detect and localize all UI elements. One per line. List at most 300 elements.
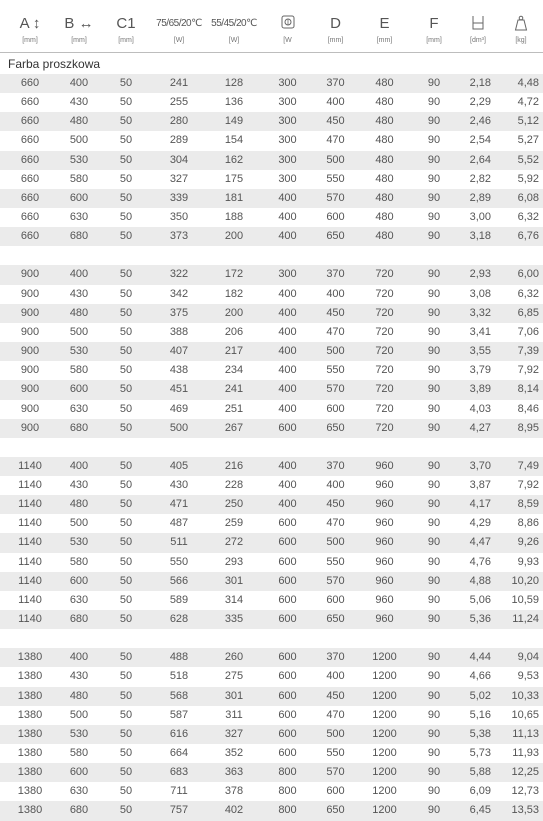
cell-b: 680	[69, 804, 89, 817]
row-group	[0, 648, 543, 820]
cell-power-55: 200	[224, 230, 244, 243]
column-header-c1	[98, 0, 154, 52]
cell-d: 400	[326, 478, 345, 491]
cell-d: 370	[326, 268, 345, 281]
cell-f: 90	[427, 115, 441, 128]
cell-power-75: 518	[169, 670, 189, 683]
table-row	[0, 514, 543, 533]
cell-e: 1200	[372, 785, 397, 798]
cell-weight: 6,32	[517, 211, 539, 224]
table-row	[0, 400, 543, 419]
cell-b: 430	[69, 287, 89, 300]
cell-b: 580	[69, 172, 89, 185]
cell-c1: 50	[119, 708, 133, 721]
cell-electric: 400	[278, 383, 297, 396]
cell-power-75: 566	[169, 574, 189, 587]
cell-electric: 300	[278, 153, 297, 166]
cell-power-75: 664	[169, 747, 189, 759]
cell-d: 570	[326, 574, 345, 587]
cell-d: 400	[326, 287, 345, 300]
cell-f: 90	[427, 230, 441, 243]
column-header-b	[60, 0, 98, 52]
cell-c1: 50	[119, 77, 133, 89]
cell-d: 370	[326, 651, 345, 664]
cell-capacity: 3,89	[469, 383, 491, 396]
table-row	[0, 667, 543, 686]
cell-e: 720	[375, 402, 394, 415]
cell-electric: 600	[278, 593, 297, 606]
cell-power-55: 272	[224, 536, 244, 549]
cell-e: 480	[375, 191, 394, 204]
cell-power-55: 301	[224, 689, 244, 702]
cell-e: 720	[375, 325, 394, 338]
cell-c1: 50	[119, 785, 133, 798]
header-electric-unit: [W	[283, 37, 292, 44]
cell-electric: 600	[278, 727, 297, 740]
table-row	[0, 572, 543, 591]
cell-a: 1380	[17, 785, 43, 798]
cell-electric: 600	[278, 536, 297, 549]
cell-e: 1200	[372, 651, 397, 664]
cell-weight: 8,14	[517, 383, 539, 396]
cell-f: 90	[427, 708, 441, 721]
cell-b: 580	[69, 747, 89, 759]
cell-power-75: 339	[169, 191, 189, 204]
table-row	[0, 648, 543, 667]
cell-e: 1200	[372, 766, 397, 779]
table-row	[0, 361, 543, 380]
cell-capacity: 2,93	[469, 268, 491, 281]
cell-weight: 10,33	[511, 689, 539, 702]
cell-power-55: 259	[224, 517, 244, 530]
cell-c1: 50	[119, 211, 133, 224]
cell-capacity: 3,18	[469, 230, 491, 243]
cell-electric: 400	[278, 306, 297, 319]
cell-a: 1140	[18, 517, 42, 530]
cell-power-55: 314	[224, 593, 244, 606]
cell-f: 90	[427, 689, 441, 702]
cell-electric: 400	[278, 402, 297, 415]
cell-f: 90	[427, 593, 441, 606]
cell-power-75: 628	[169, 613, 189, 626]
cell-power-75: 350	[169, 211, 189, 224]
table-row	[0, 285, 543, 304]
cell-power-75: 407	[169, 345, 189, 358]
cell-weight: 7,06	[517, 325, 539, 338]
cell-d: 550	[326, 747, 345, 759]
cell-b: 430	[69, 670, 89, 683]
cell-d: 600	[326, 593, 345, 606]
cell-e: 720	[375, 287, 394, 300]
cell-weight: 6,32	[517, 287, 539, 300]
cell-electric: 300	[278, 77, 297, 89]
cell-d: 600	[326, 785, 345, 798]
cell-f: 90	[427, 670, 441, 683]
cell-weight: 9,26	[517, 536, 539, 549]
header-f-label: F	[429, 15, 439, 32]
cell-weight: 6,85	[517, 306, 539, 319]
header-d-unit: [mm]	[327, 37, 344, 44]
cell-c1: 50	[119, 651, 133, 664]
column-header-a	[0, 0, 60, 52]
cell-f: 90	[427, 96, 441, 109]
cell-b: 580	[69, 364, 89, 377]
cell-b: 430	[69, 96, 89, 109]
cell-c1: 50	[119, 230, 133, 243]
cell-weight: 11,13	[512, 727, 539, 740]
table-row	[0, 419, 543, 438]
cell-e: 480	[375, 77, 394, 89]
table-row	[0, 74, 543, 93]
cell-e: 720	[375, 364, 394, 377]
cell-b: 680	[69, 230, 89, 243]
header-e-label: E	[379, 15, 390, 32]
cell-a: 660	[20, 115, 40, 128]
cell-power-55: 136	[224, 96, 244, 109]
cell-e: 960	[375, 517, 394, 530]
cell-b: 530	[69, 727, 89, 740]
table-row	[0, 782, 543, 801]
cell-a: 1380	[17, 670, 43, 683]
cell-power-55: 402	[224, 804, 244, 817]
cell-weight: 7,92	[517, 364, 539, 377]
cell-power-75: 255	[169, 96, 189, 109]
cell-power-55: 301	[224, 574, 244, 587]
cell-capacity: 2,29	[469, 96, 491, 109]
cell-c1: 50	[119, 287, 133, 300]
cell-d: 500	[326, 727, 345, 740]
column-header-d	[311, 0, 360, 52]
column-header-e	[360, 0, 409, 52]
cell-power-75: 711	[170, 785, 188, 798]
cell-electric: 800	[278, 804, 297, 817]
cell-d: 570	[326, 766, 345, 779]
cell-d: 500	[326, 536, 345, 549]
table-row	[0, 706, 543, 725]
cell-c1: 50	[119, 96, 133, 109]
cell-c1: 50	[119, 517, 133, 530]
cell-d: 450	[326, 689, 345, 702]
cell-a: 900	[20, 345, 40, 358]
cell-power-55: 200	[224, 306, 244, 319]
cell-a: 660	[20, 134, 40, 147]
cell-b: 480	[69, 115, 89, 128]
cell-power-55: 260	[224, 651, 244, 664]
cell-a: 1140	[18, 459, 42, 472]
cell-c1: 50	[119, 115, 133, 128]
cell-a: 1380	[17, 747, 43, 759]
cell-electric: 600	[278, 517, 297, 530]
table-header	[0, 0, 543, 53]
cell-power-55: 378	[224, 785, 244, 798]
cell-electric: 600	[278, 689, 297, 702]
cell-power-75: 438	[169, 364, 189, 377]
cell-electric: 300	[278, 115, 297, 128]
cell-c1: 50	[119, 345, 133, 358]
cell-f: 90	[427, 536, 441, 549]
cell-c1: 50	[119, 191, 133, 204]
table-row	[0, 265, 543, 284]
cell-a: 660	[20, 230, 40, 243]
cell-b: 530	[69, 153, 89, 166]
cell-e: 480	[375, 153, 394, 166]
cell-d: 470	[326, 517, 345, 530]
header-weight-unit: [kg]	[515, 37, 527, 44]
cell-e: 960	[375, 574, 394, 587]
cell-power-55: 275	[224, 670, 244, 683]
cell-d: 470	[326, 134, 345, 147]
cell-c1: 50	[119, 555, 133, 568]
header-capacity-unit: [dm³]	[470, 37, 486, 44]
cell-capacity: 5,02	[469, 689, 491, 702]
cell-e: 1200	[372, 708, 397, 721]
cell-capacity: 4,27	[469, 421, 491, 434]
cell-f: 90	[427, 402, 441, 415]
cell-c1: 50	[119, 268, 133, 281]
table-row	[0, 323, 543, 342]
cell-electric: 400	[278, 498, 297, 511]
cell-capacity: 3,41	[469, 325, 491, 338]
cell-power-55: 182	[224, 287, 244, 300]
header-b-unit: [mm]	[71, 37, 87, 44]
cell-b: 600	[69, 191, 89, 204]
cell-d: 650	[326, 230, 345, 243]
cell-electric: 400	[278, 459, 297, 472]
cell-f: 90	[427, 804, 441, 817]
cell-power-55: 251	[224, 402, 244, 415]
cell-power-75: 451	[169, 383, 189, 396]
cell-e: 960	[375, 555, 394, 568]
cell-f: 90	[427, 727, 441, 740]
cell-c1: 50	[119, 804, 133, 817]
cell-d: 370	[326, 459, 345, 472]
cell-b: 680	[69, 421, 89, 434]
cell-power-55: 188	[224, 211, 244, 224]
cell-f: 90	[427, 364, 441, 377]
cell-electric: 600	[278, 574, 297, 587]
cell-weight: 5,52	[517, 153, 539, 166]
cell-e: 1200	[372, 689, 397, 702]
cell-f: 90	[427, 766, 441, 779]
cell-e: 480	[375, 115, 394, 128]
cell-f: 90	[427, 77, 441, 89]
cell-weight: 10,65	[511, 708, 539, 721]
cell-weight: 5,92	[517, 172, 539, 185]
cell-b: 500	[69, 134, 89, 147]
row-group	[0, 265, 543, 437]
cell-c1: 50	[119, 670, 133, 683]
cell-electric: 300	[278, 134, 297, 147]
cell-power-75: 500	[169, 421, 189, 434]
cell-weight: 6,00	[517, 268, 539, 281]
cell-c1: 50	[119, 402, 133, 415]
cell-f: 90	[427, 325, 441, 338]
cell-weight: 13,53	[511, 804, 539, 817]
cell-capacity: 5,38	[469, 727, 491, 740]
table-row	[0, 112, 543, 131]
cell-b: 500	[69, 708, 89, 721]
cell-a: 660	[20, 172, 40, 185]
cell-e: 720	[375, 268, 394, 281]
cell-weight: 9,53	[517, 670, 539, 683]
cell-c1: 50	[119, 574, 133, 587]
cell-f: 90	[427, 747, 441, 759]
cell-e: 960	[375, 593, 394, 606]
header-a-unit: [mm]	[22, 37, 38, 44]
cell-power-55: 228	[224, 478, 244, 491]
cell-e: 480	[375, 172, 394, 185]
cell-a: 660	[20, 153, 40, 166]
cell-weight: 5,27	[517, 134, 539, 147]
cell-a: 660	[20, 211, 40, 224]
cell-b: 600	[69, 766, 89, 779]
cell-c1: 50	[119, 306, 133, 319]
row-group	[0, 74, 543, 246]
cell-capacity: 5,88	[469, 766, 491, 779]
cell-b: 630	[69, 211, 89, 224]
cell-d: 570	[326, 383, 345, 396]
table-row	[0, 553, 543, 572]
cell-c1: 50	[119, 498, 133, 511]
cell-power-55: 352	[224, 747, 244, 759]
cell-power-75: 589	[169, 593, 189, 606]
cell-power-75: 488	[169, 651, 189, 664]
row-group	[0, 457, 543, 629]
cell-electric: 300	[278, 172, 297, 185]
cell-a: 1140	[18, 536, 42, 549]
cell-c1: 50	[119, 727, 133, 740]
column-header-f	[409, 0, 459, 52]
cell-weight: 8,86	[517, 517, 539, 530]
cell-c1: 50	[119, 383, 133, 396]
cell-c1: 50	[119, 153, 133, 166]
cell-c1: 50	[119, 172, 133, 185]
table-row	[0, 457, 543, 476]
cell-e: 720	[375, 421, 394, 434]
cell-f: 90	[427, 574, 441, 587]
column-header-electric-power	[264, 0, 311, 52]
table-row	[0, 189, 543, 208]
cell-capacity: 2,18	[469, 77, 491, 89]
header-power-55-unit: [W]	[228, 37, 240, 44]
cell-power-55: 293	[224, 555, 244, 568]
cell-a: 900	[20, 306, 40, 319]
cell-weight: 10,59	[511, 593, 539, 606]
cell-capacity: 3,08	[469, 287, 491, 300]
cell-capacity: 4,88	[469, 574, 491, 587]
cell-capacity: 2,89	[469, 191, 491, 204]
cell-power-75: 327	[169, 172, 189, 185]
cell-c1: 50	[119, 593, 133, 606]
cell-b: 480	[69, 306, 89, 319]
cell-power-55: 241	[224, 383, 244, 396]
cell-b: 680	[69, 613, 89, 626]
header-c1-label: C1	[116, 15, 136, 32]
cell-power-75: 683	[169, 766, 189, 779]
cell-a: 1380	[17, 766, 43, 779]
cell-d: 550	[326, 172, 345, 185]
cell-weight: 10,20	[511, 574, 539, 587]
cell-d: 550	[326, 364, 345, 377]
cell-electric: 600	[278, 708, 297, 721]
cell-capacity: 2,54	[469, 134, 491, 147]
cell-electric: 600	[278, 670, 297, 683]
table-row	[0, 131, 543, 150]
cell-electric: 400	[278, 325, 297, 338]
cell-capacity: 4,29	[469, 517, 491, 530]
cell-e: 1200	[372, 804, 397, 817]
cell-d: 650	[326, 804, 345, 817]
cell-f: 90	[427, 134, 441, 147]
cell-a: 1140	[18, 478, 42, 491]
cell-electric: 300	[278, 96, 297, 109]
cell-power-55: 327	[224, 727, 244, 740]
cell-power-75: 568	[169, 689, 189, 702]
cell-f: 90	[427, 191, 441, 204]
cell-weight: 4,72	[517, 96, 539, 109]
column-header-power-55	[204, 0, 264, 52]
cell-e: 960	[375, 536, 394, 549]
cell-b: 630	[69, 402, 89, 415]
cell-power-55: 162	[224, 153, 244, 166]
cell-b: 630	[69, 785, 89, 798]
cell-c1: 50	[119, 421, 133, 434]
table-row	[0, 304, 543, 323]
cell-power-75: 469	[169, 402, 189, 415]
cell-power-55: 335	[224, 613, 244, 626]
cell-weight: 7,92	[517, 478, 539, 491]
cell-f: 90	[427, 421, 441, 434]
cell-b: 400	[69, 651, 89, 664]
cell-power-55: 234	[224, 364, 244, 377]
table-row	[0, 208, 543, 227]
cell-weight: 12,25	[511, 766, 539, 779]
cell-power-75: 511	[170, 536, 188, 549]
cell-b: 600	[69, 574, 89, 587]
cell-b: 500	[69, 325, 89, 338]
cell-d: 450	[326, 498, 345, 511]
cell-power-75: 388	[169, 325, 189, 338]
cell-power-75: 342	[169, 287, 189, 300]
cell-f: 90	[427, 287, 441, 300]
header-b-label: B ↔	[64, 15, 94, 32]
table-row	[0, 687, 543, 706]
cell-d: 600	[326, 402, 345, 415]
cell-b: 400	[69, 77, 89, 89]
cell-e: 480	[375, 96, 394, 109]
cell-e: 480	[375, 230, 394, 243]
cell-power-75: 375	[169, 306, 189, 319]
cell-c1: 50	[119, 766, 133, 779]
table-row	[0, 801, 543, 820]
cell-power-75: 373	[169, 230, 189, 243]
cell-capacity: 2,64	[469, 153, 491, 166]
cell-d: 500	[326, 345, 345, 358]
header-power-75-label: 75/65/20℃	[156, 18, 202, 29]
cell-e: 720	[375, 383, 394, 396]
cell-a: 1380	[17, 708, 43, 721]
cell-a: 900	[20, 325, 40, 338]
cell-power-75: 289	[169, 134, 189, 147]
cell-weight: 8,59	[517, 498, 539, 511]
header-d-label: D	[330, 15, 341, 32]
cell-a: 1380	[17, 689, 43, 702]
cell-f: 90	[427, 555, 441, 568]
cell-capacity: 4,03	[469, 402, 491, 415]
cell-capacity: 3,32	[469, 306, 491, 319]
cell-f: 90	[427, 306, 441, 319]
cell-f: 90	[427, 153, 441, 166]
